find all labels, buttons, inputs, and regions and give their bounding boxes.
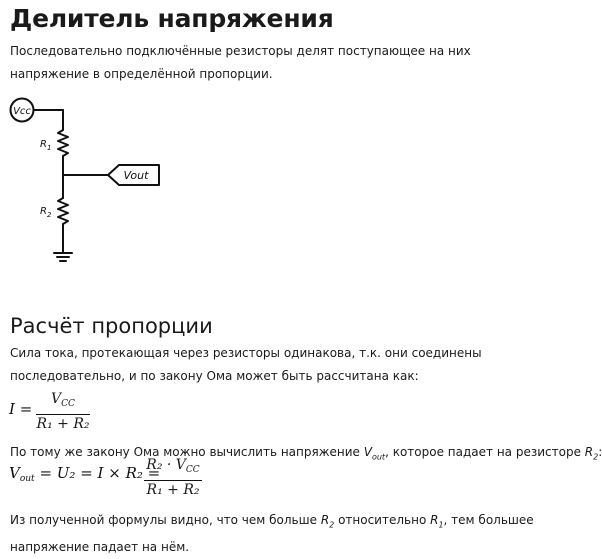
ground-icon bbox=[54, 253, 72, 261]
formula2-chain: $V_{out} = U_2 = I \times R_2$ = bbox=[9, 464, 161, 484]
r1-label: $R_1$ bbox=[40, 139, 52, 152]
page-title: Делитель напряжения bbox=[10, 4, 334, 33]
intro-paragraph: Последовательно подключённые резисторы делят поступающее на них напряжение в определённой пропорции. bbox=[10, 44, 471, 81]
current-paragraph: Сила тока, протекающая через резисторы одинакова, т.к. они соединены последовательно, и по закону Ома может быть рассчитана как: bbox=[10, 346, 482, 383]
resistor-r1-icon bbox=[58, 130, 68, 156]
formula2-fraction: $R_2 \cdot V_{CC}$ R₁ + R₂ bbox=[144, 457, 202, 498]
voltage-paragraph: По тому же закону Ома можно вычислить напряжение $V_{out}$, которое падает на резисторе $R_2$: bbox=[10, 445, 602, 462]
formula1-lhs: I = bbox=[9, 400, 33, 418]
vout-label: Vout bbox=[123, 169, 149, 182]
vcc-label: Vcc bbox=[13, 106, 31, 117]
voltage-divider-diagram bbox=[0, 90, 180, 272]
r2-label: $R_2$ bbox=[40, 206, 52, 219]
conclusion-paragraph: Из полученной формулы видно, что чем больше $R_2$ относительно $R_1$, тем большее напряжение падает на нём. bbox=[10, 513, 534, 555]
formula1-fraction: $V_{CC}$ R₁ + R₂ bbox=[36, 391, 90, 432]
resistor-r2-icon bbox=[58, 198, 68, 224]
section-title: Расчёт пропорции bbox=[10, 314, 213, 338]
